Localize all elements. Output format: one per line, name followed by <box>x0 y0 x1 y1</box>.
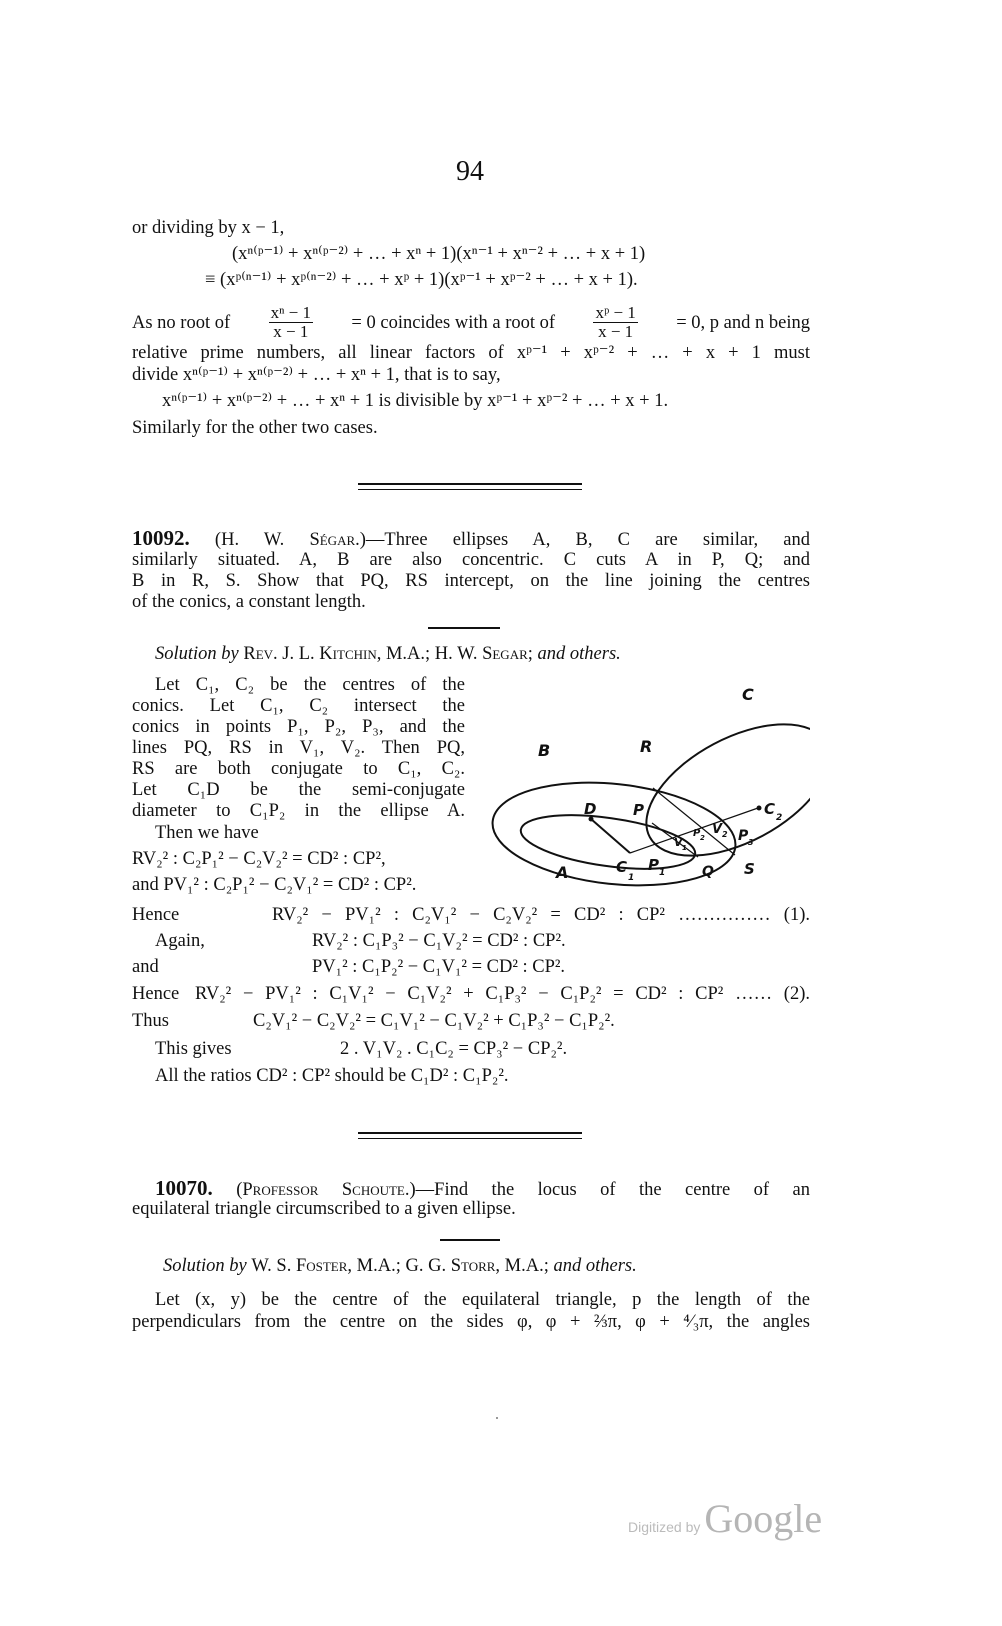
text-line: lines PQ, RS in V₁, V₂. Then PQ, <box>132 738 465 758</box>
text-line: relative prime numbers, all linear factors of xᵖ⁻¹ + xᵖ⁻² + … + x + 1 must <box>132 343 810 363</box>
equation-line: (xⁿ⁽ᵖ⁻¹⁾ + xⁿ⁽ᵖ⁻²⁾ + … + xⁿ + 1)(xⁿ⁻¹ + xⁿ⁻² + … + x + 1) <box>232 244 646 264</box>
label-p2: P <box>693 828 701 839</box>
watermark <box>628 1495 822 1542</box>
text: = 0 coincides with a root of <box>351 312 556 333</box>
divider <box>428 627 500 629</box>
speck <box>496 1417 498 1419</box>
divider <box>358 1132 582 1134</box>
equation-2: RV₂² − PV₁² : C₁V₁² − C₁V₂² + C₁P₃² − C₁P₂² = CD² : CP² …… (2). <box>195 984 810 1004</box>
solvers: W. S. Foster, M.A.; G. G. Storr, M.A.; <box>251 1256 549 1276</box>
google-logo: Google <box>704 1496 823 1541</box>
equation-line: RV₂² : C₁P₃² − C₁V₂² = CD² : CP². <box>312 931 566 951</box>
watermark-prefix: Digitized by <box>628 1519 701 1535</box>
equation-line: PV₁² : C₁P₂² − C₁V₁² = CD² : CP². <box>312 957 566 977</box>
solution-byline <box>155 644 621 664</box>
text-line: Let (x, y) be the centre of the equilateral triangle, p the length of the <box>155 1290 810 1310</box>
root-line <box>132 304 810 341</box>
label-r: R <box>640 737 653 756</box>
equation-line: xⁿ⁽ᵖ⁻¹⁾ + xⁿ⁽ᵖ⁻²⁾ + … + xⁿ + 1 is divisible by xᵖ⁻¹ + xᵖ⁻² + … + x + 1. <box>162 391 669 411</box>
equation-label: and <box>132 957 159 977</box>
denominator: x − 1 <box>598 322 634 341</box>
text-line: similarly situated. A, B are also concentric. C cuts A in P, Q; and <box>132 550 810 570</box>
text-line: equilateral triangle circumscribed to a given ellipse. <box>132 1199 516 1219</box>
solvers: Rev. J. L. Kitchin, M.A.; H. W. Segar; <box>243 644 533 664</box>
text-line: conics. Let C₁, C₂ intersect the <box>132 696 465 716</box>
ellipses-diagram <box>480 680 810 895</box>
equation-label: Again, <box>155 931 205 951</box>
problem-heading <box>132 528 810 550</box>
problem-heading <box>155 1178 810 1200</box>
label-b: B <box>538 741 551 760</box>
label-v2-sub: 2 <box>722 830 728 839</box>
divider <box>358 483 582 485</box>
label-a: A <box>556 863 569 882</box>
label-v1-sub: 1 <box>682 844 687 852</box>
equation-line: and PV₁² : C₂P₁² − C₂V₁² = CD² : CP². <box>132 875 417 895</box>
label-c1: C <box>616 858 628 876</box>
text-line: B in R, S. Show that PQ, RS intercept, on the line joining the centres <box>132 571 810 591</box>
text-line: All the ratios CD² : CP² should be C₁D² : C₁P₂². <box>155 1066 509 1086</box>
equation-line: RV₂² : C₂P₁² − C₂V₂² = CD² : CP², <box>132 849 386 869</box>
text: and others. <box>537 644 621 664</box>
label-q: Q <box>702 864 714 880</box>
text-line: Let C₁D be the semi-conjugate <box>132 780 465 800</box>
equation-label: Hence <box>132 905 180 925</box>
label-c1-sub: 1 <box>628 873 635 883</box>
divider <box>358 489 582 490</box>
denominator: x − 1 <box>273 322 309 341</box>
text-line: perpendiculars from the centre on the sides φ, φ + ⅔π, φ + ⁴⁄₃π, the angles <box>132 1312 810 1332</box>
text: and others. <box>553 1256 637 1276</box>
equation-1: RV₂² − PV₁² : C₂V₁² − C₂V₂² = CD² : CP² …………… (1). <box>272 905 810 925</box>
label-p: P <box>633 801 644 819</box>
text-line: Then we have <box>155 823 259 843</box>
label-c: C <box>742 685 754 704</box>
label-c2-sub: 2 <box>776 813 783 823</box>
ellipse-a <box>518 806 699 878</box>
label-s: S <box>744 860 755 878</box>
label-d: D <box>584 800 597 818</box>
text-line: diameter to C₁P₂ in the ellipse A. <box>132 801 465 821</box>
label-p3-sub: 3 <box>748 838 754 847</box>
label-v1: V <box>674 836 683 849</box>
equation-line: C₂V₁² − C₂V₂² = C₁V₁² − C₁V₂² + C₁P₃² − C₁P₂². <box>253 1011 615 1031</box>
solution-byline <box>163 1256 637 1276</box>
label-p3: P <box>738 828 749 844</box>
text: As no root of <box>132 312 231 333</box>
numerator: xⁿ − 1 <box>270 303 312 322</box>
label-p1: P <box>648 856 659 874</box>
page-number: 94 <box>456 156 484 187</box>
divider <box>440 1239 500 1241</box>
text-line: Let C₁, C₂ be the centres of the <box>155 675 465 695</box>
text-line: of the conics, a constant length. <box>132 592 366 612</box>
problem-number: 10092. <box>132 526 190 550</box>
label-p2-sub: 2 <box>700 834 705 842</box>
text: = 0, p and n being <box>676 312 810 333</box>
equation-label: Thus <box>132 1011 169 1031</box>
problem-author: (H. W. Ségar.) <box>214 530 366 550</box>
equation-label: Hence <box>132 984 180 1004</box>
equation-line: ≡ (xᵖ⁽ⁿ⁻¹⁾ + xᵖ⁽ⁿ⁻²⁾ + … + xᵖ + 1)(xᵖ⁻¹ + xᵖ⁻² + … + x + 1). <box>205 270 638 290</box>
text: Solution by <box>155 644 239 664</box>
divider <box>358 1138 582 1139</box>
text-line: conics in points P₁, P₂, P₃, and the <box>132 717 465 737</box>
fraction <box>269 304 313 341</box>
text: Solution by <box>163 1256 247 1276</box>
point-c2 <box>757 806 762 811</box>
equation-line: 2 . V₁V₂ . C₁C₂ = CP₃² − CP₂². <box>340 1039 568 1059</box>
problem-number: 10070. <box>155 1176 213 1200</box>
text-line: RS are both conjugate to C₁, C₂. <box>132 759 465 779</box>
label-v2: V <box>712 822 723 837</box>
fraction <box>593 304 637 341</box>
equation-label: This gives <box>155 1039 232 1059</box>
numerator: xᵖ − 1 <box>595 303 636 322</box>
text-line: Similarly for the other two cases. <box>132 418 378 438</box>
text-line: or dividing by x − 1, <box>132 218 285 238</box>
text: —Three ellipses A, B, C are similar, and <box>365 530 811 550</box>
label-p1-sub: 1 <box>659 868 666 878</box>
label-c2: C <box>764 800 776 818</box>
line-c1d <box>591 819 630 853</box>
problem-author: (Professor Schoute.) <box>236 1180 416 1200</box>
text: —Find the locus of the centre of an <box>415 1180 811 1200</box>
text-line: divide xⁿ⁽ᵖ⁻¹⁾ + xⁿ⁽ᵖ⁻²⁾ + … + xⁿ + 1, that is to say, <box>132 365 501 385</box>
